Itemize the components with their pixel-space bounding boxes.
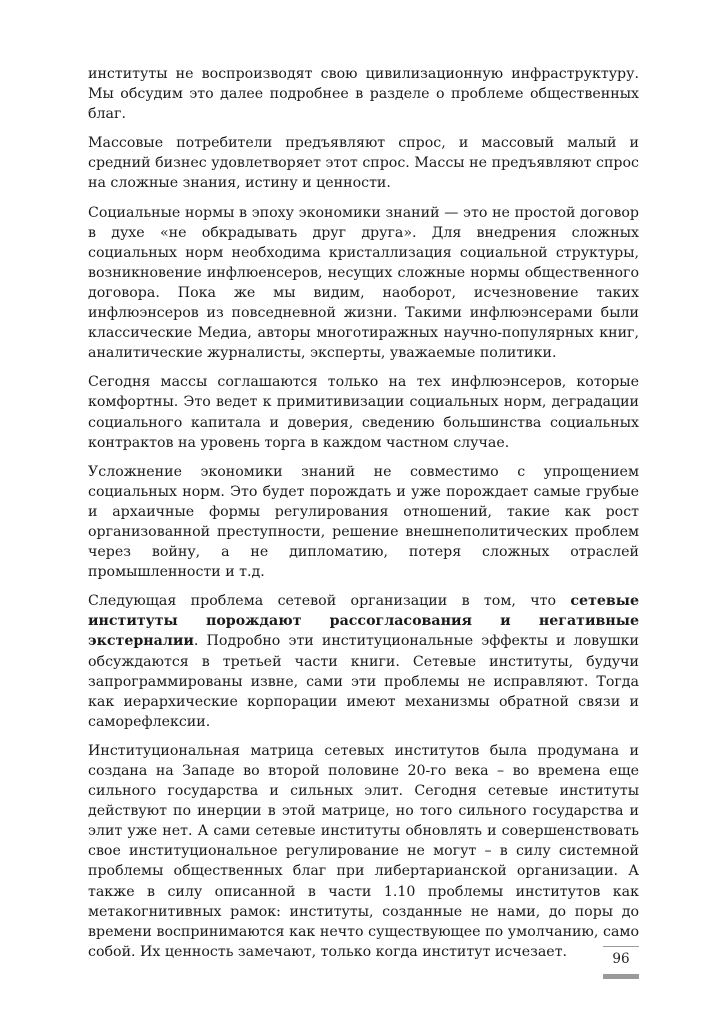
bold-emphasis: сетевые институты порождают рассогласования и негативные экстерналии [88, 593, 639, 650]
paragraph-text: Следующая проблема сетевой организации в том, что [88, 593, 571, 610]
page-number-rule-top [603, 946, 639, 947]
paragraph: Социальные нормы в эпоху экономики знаний — это не простой договор в духе «не обкрадывать друг друга». Для внедрения сложных социальных норм необходима кристаллизация социальной структуры, возникновение инфлюенсеров, несущих сложные нормы общественного договора. Пока же мы видим, наоборот, исчезновение таких инфлюэнсеров из повседневной жизни. Такими инфлюэнсерами были классические Медиа, авторы многотиражных научно-популярных книг, аналитические журналисты, эксперты, уважаемые политики. [88, 204, 639, 362]
paragraph: Сегодня массы соглашаются только на тех инфлюэнсеров, которые комфортны. Это ведет к примитивизации социальных норм, деградации социального капитала и доверия, сведению большинства социальных контрактов на уровень торга в каждом частном случае. [88, 374, 639, 451]
page-number: 96 [612, 951, 630, 967]
paragraph: Массовые потребители предъявляют спрос, и массовый малый и средний бизнес удовлетворяет этот спрос. Массы не предъявляют спрос на сложные знания, истину и ценности. [88, 135, 639, 192]
paragraph-network-institutions [88, 591, 639, 732]
paragraph: институты не воспроизводят свою цивилизационную инфраструктуру. Мы обсудим это далее подробнее в разделе о проблеме общественных благ. [88, 66, 639, 123]
paragraph: Институциональная матрица сетевых институтов была продумана и создана на Западе во второй половине 20-го века – во времена еще сильного государства и сильных элит. Сегодня сетевые институты действуют по инерции в этой матрице, но того сильного государства и элит уже нет. А сами сетевые институты обновлять и совершенствовать свое институциональное регулирование не могут – в силу системной проблемы общественных благ при либертарианской организации. А также в силу описанной в части 1.10 проблемы институтов как метакогнитивных рамок: институты, созданные не нами, до поры до времени воспринимаются как нечто существующее по умолчанию, само собой. Их ценность замечают, только когда институт исчезает. [88, 742, 639, 960]
page-number-rule-bottom [603, 974, 639, 979]
paragraph: Усложнение экономики знаний не совместимо с упрощением социальных норм. Это будет порождать и уже порождает самые грубые и архаичные формы регулирования отношений, такие как рост организованной преступности, решение внешнеполитических проблем через войну, а не дипломатию, потеря сложных отраслей промышленности и т.д. [88, 463, 639, 581]
paragraph-text: . Подробно эти институциональные эффекты и ловушки обсуждаются в третьей части книги. Сетевые институты, будучи запрограммированы извне, сами эти проблемы не исправляют. Тогда как иерархические корпорации имеют механизмы обратной связи и саморефлексии. [88, 633, 639, 730]
page-body [88, 64, 639, 971]
